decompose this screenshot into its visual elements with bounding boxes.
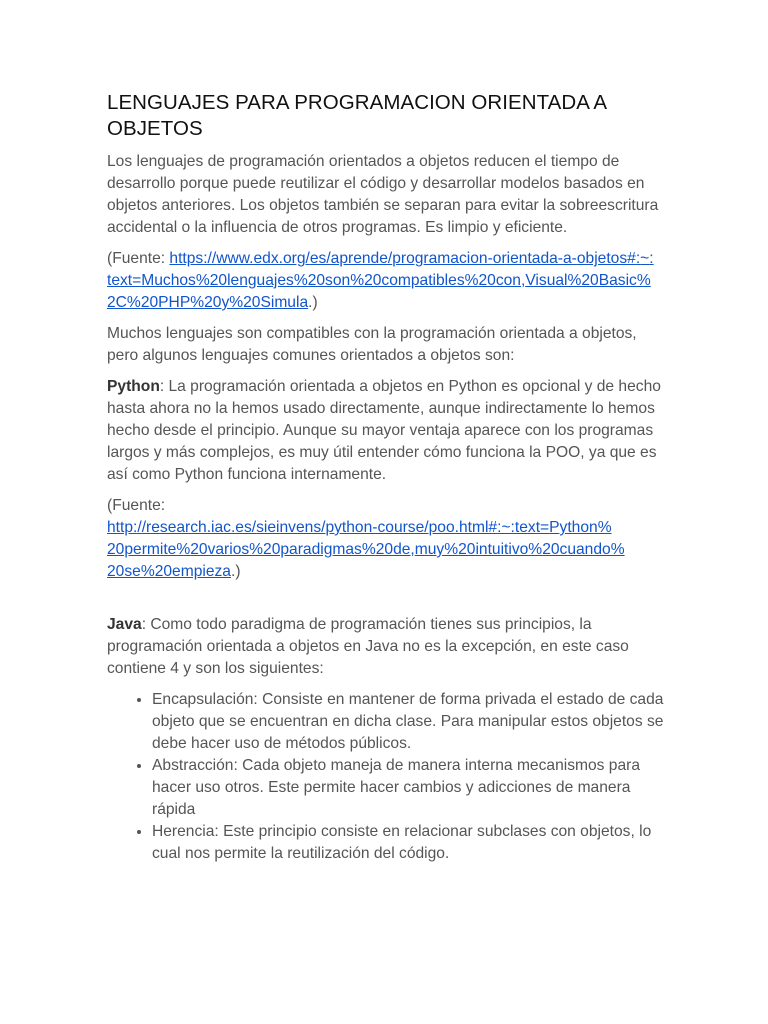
source-citation-iac [107, 495, 668, 583]
python-term: Python [107, 378, 160, 395]
java-term: Java [107, 616, 142, 633]
python-paragraph [107, 376, 668, 486]
list-item: • Encapsulación: Consiste en mantener de forma privada el estado de cada objeto que se encuentran en dicha clase. Para manipular estos objetos se debe hacer uso de métodos públicos. [152, 689, 668, 755]
blank-line [107, 592, 668, 614]
source-prefix: (Fuente: [107, 250, 170, 267]
oop-principles-list [107, 689, 668, 865]
java-description: : Como todo paradigma de programación tienes sus principios, la programación orientada a objetos en Java no es la excepción, en este caso contiene 4 y son los siguientes: [107, 616, 629, 677]
list-item: • Abstracción: Cada objeto maneja de manera interna mecanismos para hacer uso otros. Este permite hacer cambios y adicciones de manera rápida [152, 755, 668, 821]
python-description: : La programación orientada a objetos en Python es opcional y de hecho hasta ahora no la hemos usado directamente, aunque indirectamente lo hemos hecho desde el principio. Aunque su mayor ventaja aparece con los programas largos y más complejos, es muy útil entender cómo funciona la POO, ya que es así como Python funciona internamente. [107, 378, 661, 483]
source-prefix: (Fuente: [107, 497, 166, 514]
iac-source-link[interactable]: http://research.iac.es/sieinvens/python-course/poo.html#:~:text=Python%20permite%20varios%20paradigmas%20de,muy%20intuitivo%20cuando%20se%20empieza [107, 519, 625, 580]
intro-paragraph: Los lenguajes de programación orientados a objetos reducen el tiempo de desarrollo porque puede reutilizar el código y desarrollar modelos basados en objetos anteriores. Los objetos también se separan para evitar la sobreescritura accidental o la influencia de otros programas. Es limpio y eficiente. [107, 153, 659, 236]
page-title: LENGUAJES PARA PROGRAMACION ORIENTADA A OBJETOS [107, 91, 607, 140]
list-item: • Herencia: Este principio consiste en relacionar subclases con objetos, lo cual nos permite la reutilización del código. [152, 821, 668, 865]
source-suffix: .) [308, 294, 318, 311]
source-citation-edx [107, 248, 668, 314]
java-paragraph [107, 614, 668, 680]
languages-intro-paragraph: Muchos lenguajes son compatibles con la programación orientada a objetos, pero algunos lenguajes comunes orientados a objetos son: [107, 325, 637, 364]
source-suffix: .) [230, 563, 241, 580]
edx-source-link[interactable]: https://www.edx.org/es/aprende/programacion-orientada-a-objetos#:~:text=Muchos%20lenguajes%20son%20compatibles%20con,Visual%20Basic%2C%20PHP%20y%20Simula [107, 250, 654, 311]
